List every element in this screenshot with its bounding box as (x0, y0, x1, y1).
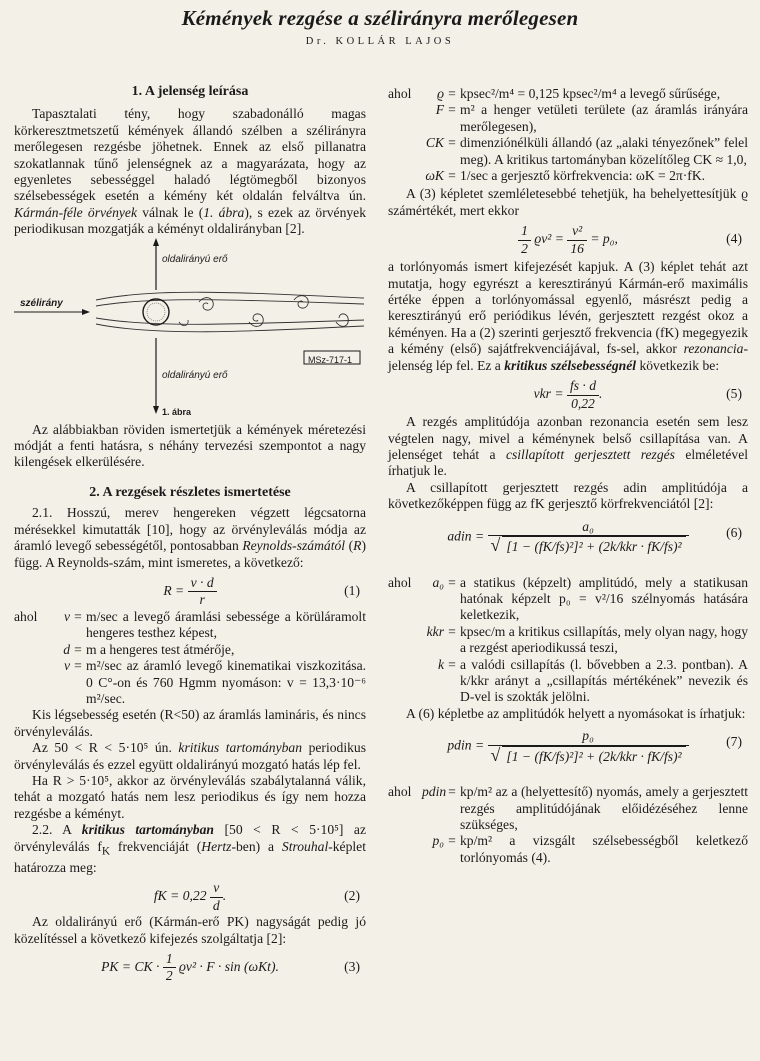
eq-fraction (567, 378, 599, 412)
definition-equals: = (448, 86, 456, 101)
equation-number: (4) (726, 231, 742, 247)
eq-lhs: adin = (447, 528, 485, 544)
definition-row (388, 624, 748, 657)
text: periodikus örvényleválás és ezzel együtt oldalirányú mozgató hatás lép fel. (14, 740, 366, 772)
label-wind-direction: szélirány (20, 297, 63, 309)
definition-row (14, 642, 366, 658)
eq-fraction (518, 223, 531, 257)
figure-stamp: MSz-717-1 (308, 354, 353, 365)
definition-equals: = (74, 608, 82, 624)
eq-numerator: v² (567, 223, 587, 240)
text-italic: kritikus tartományban (178, 740, 303, 756)
eq-numerator: v (210, 880, 223, 897)
eq-denominator: r (199, 592, 205, 608)
definition-row (388, 168, 748, 184)
eq-numerator: 1 (518, 223, 531, 240)
section-2-paragraph-4: Ha R > 5·10⁵, akkor az örvényleválás szabálytalanná válik, tehát a mozgató hatás nem lesz periodikus és így nem hozza rezgésbe a kéményt. (14, 772, 366, 821)
definition-equals: = (74, 641, 82, 657)
eq-radicand: [1 − (fK/fs)²]² + (2k/kkr · fK/fs)² (502, 746, 685, 765)
eq-lhs: vkr = (533, 386, 564, 402)
definition-equals: = (448, 102, 456, 118)
text: [50 < R < 5·10⁵] az örvényleválás f (14, 822, 366, 854)
text: 2.1. Hosszú, merev hengereken végzett légcsatorna mérésekkel kimutatták [10], hogy az örvényleválás módja az áramló levegő sebességétől, pontosabban (14, 505, 366, 554)
text-italic: csillapított gerjesztett rezgés (505, 446, 675, 462)
eq-numerator: v · d (188, 575, 217, 592)
definition-symbol: pdin (422, 784, 447, 800)
definitions-3 (388, 575, 748, 706)
right-paragraph-2 (388, 259, 748, 374)
text: elméletével írhatjuk le. (388, 446, 749, 479)
definitions-4 (388, 784, 748, 866)
eq-fraction (567, 223, 587, 257)
text: -jelenség lép fel. Ez a (388, 341, 748, 373)
text: ) függ. A Reynolds-szám, mint ismeretes, a következő: (14, 538, 366, 570)
text: A rezgés amplitúdója azonban rezonancia esetén sem lesz végtelen nagy, mivel a kéménynek belső csillapítása van. A jelenséget tehát a (388, 414, 748, 462)
text-italic: Hertz (201, 838, 232, 854)
definition-equals: = (448, 784, 456, 800)
eq-rhs: ϱv² · F · sin (ωKt). (179, 958, 279, 974)
definition-text: kp/m² az a (helyettesítő) nyomás, amely a gerjesztett rezgés amplitúdójának előidézéséhez lenne szükséges, (460, 784, 748, 832)
eq-denominator: 2 (521, 240, 528, 256)
eq-fraction (488, 519, 689, 556)
right-paragraph-5: A (6) képletbe az amplitúdók helyett a nyomásokat is írhatjuk: (406, 705, 746, 721)
text: frekvenciáját ( (110, 838, 202, 854)
eq-fraction (210, 880, 223, 914)
definition-equals: = (448, 574, 456, 590)
definition-lead (388, 168, 422, 184)
equation-number: (5) (726, 386, 742, 402)
eq-lhs: fK = 0,22 (153, 888, 207, 904)
section-2-heading: 2. A rezgések részletes ismertetése (89, 484, 291, 500)
definition-row (388, 102, 748, 135)
text: Az 50 < R < 5·10⁵ ún. (32, 740, 179, 756)
definition-symbol: v (63, 608, 70, 624)
text: válnak le ( (137, 204, 204, 220)
definition-row (388, 657, 748, 706)
right-paragraph-3 (388, 414, 748, 480)
equation-number: (3) (344, 958, 360, 974)
eq-fraction (488, 728, 689, 765)
definition-text: a statikus (képzelt) amplitúdó, mely a statikusan hatónak képzelt p₀ = v²/16 szélnyomás hatására keletkezik, (460, 574, 748, 623)
definition-lead (388, 833, 422, 866)
right-column (388, 86, 748, 866)
definition-symbol: ϱ (437, 86, 444, 101)
definition-symbol: a₀ (432, 574, 444, 590)
definition-lead (388, 624, 422, 657)
definition-equals: = (448, 623, 456, 639)
text: -képlet határozza meg: (14, 838, 366, 875)
right-paragraph-4: A csillapított gerjesztett rezgés adin amplitúdója a következőképpen függ az fK gerjesztő körfrekvenciától [2]: (388, 479, 748, 512)
eq-lhs: R (163, 582, 172, 598)
text: ), s ezek az örvények periodikusan mozgatják a kéményt oldalirányban [2]. (14, 204, 367, 237)
equation-5: vkr = $\frac{fs \cdot d}{0,22}$ . (5) (533, 378, 742, 411)
figure-ref: 1. ábra (203, 204, 245, 220)
equation-3 (14, 949, 366, 983)
text: következik be: (636, 357, 720, 373)
text-italic: R (353, 538, 362, 554)
definition-symbol: k (437, 656, 444, 672)
equation-2: fK = 0,22 $\frac{v}{d}$ . (2) (153, 880, 360, 913)
equation-number: (2) (344, 888, 360, 904)
text-italic: Kármán-féle örvények (14, 204, 137, 220)
right-paragraph-1: A (3) képletet szemléletesebbé tehetjük, ha behelyettesítjük ϱ számértékét, mert ekkor (388, 186, 748, 218)
definition-text: dimenziónélküli állandó (az „alaki tényezőnek” felel meg). A kritikus tartományban közelítőleg CK ≈ 1,0, (460, 135, 748, 167)
definition-text: m/sec a levegő áramlási sebessége a körüláramolt hengeres testhez képest, (86, 608, 366, 641)
definition-text: kpsec²/m⁴ = 0,125 kpsec²/m⁴ a levegő sűrűsége, (460, 86, 721, 101)
text: ( (345, 538, 354, 554)
text-italic: Reynolds-számától (242, 538, 346, 554)
definition-equals: = (448, 135, 456, 151)
sqrt-icon: √ (490, 744, 501, 765)
text: -ben) a (231, 838, 282, 854)
eq-numerator: fs · d (567, 378, 599, 395)
section-2-paragraph-1 (14, 505, 366, 571)
definition-equals: = (448, 168, 456, 184)
figure-caption: 1. ábra (162, 406, 192, 417)
definition-symbol: v (63, 658, 70, 674)
eq-mid: ϱv² = (534, 231, 564, 247)
eq-lhs: PK = CK · (101, 958, 160, 974)
equation-number: (6) (726, 524, 742, 540)
text-italic: kritikus szélsebességnél (504, 357, 637, 373)
text: a torlónyomás ismert kifejezését kapjuk. A (3) képlet tehát azt mutatja, hogy egyrészt a keresztirányú Kármán-erő maximális értéke éppen a torlónyomással egyenlő, másrészt pedig a keresztirányú erő periódikus lévén, gerjesztett rezgést okoz a kéményen. Ha a (2) szerinti gerjesztő frekvencia (fK) megegyezik a kémény (első) sajátfrekvenciájával, fs-sel, akkor (388, 259, 748, 357)
text: 2.2. A (32, 822, 82, 838)
definition-row (388, 575, 748, 624)
eq-fraction (163, 951, 176, 985)
text-italic: Strouhal (281, 838, 329, 854)
definition-lead: ahol (14, 608, 38, 624)
definition-symbol: p₀ (432, 833, 444, 849)
definition-symbol: F (435, 102, 444, 118)
definition-lead (388, 657, 422, 706)
definition-symbol: d (63, 641, 70, 657)
equation-7 (388, 724, 748, 782)
definition-text: kpsec/m a kritikus csillapítás, mely olyan nagy, hogy a rezgést aperiodikussá teszi, (460, 623, 748, 656)
equation-6 (388, 515, 748, 573)
definitions-2 (388, 86, 748, 184)
definition-row (388, 784, 748, 833)
section-2-paragraph-5 (14, 822, 366, 876)
section-2-paragraph-3 (14, 740, 366, 773)
eq-radicand: [1 − (fK/fs)²]² + (2k/kkr · fK/fs)² (502, 536, 685, 555)
eq-fraction (188, 575, 217, 609)
definition-text: a valódi csillapítás (l. bővebben a 2.3. pontban). A k/kkr arányt a „csillapítás mértékének” nevezik és D-vel is szokták jelölni. (460, 656, 748, 705)
definition-text: m²/sec az áramló levegő kinematikai viszkozitása. 0 C°-on és 760 Hgmm nyomáson: v = 13,3·10⁻⁶ m²/sec. (86, 658, 366, 706)
sqrt-icon: √ (490, 534, 501, 555)
definition-lead (388, 135, 422, 168)
eq-numerator: a₀ (488, 519, 689, 536)
figure-1 (14, 238, 366, 418)
left-column (14, 56, 366, 985)
definition-lead: ahol (388, 86, 412, 101)
definition-symbol: kkr (426, 623, 444, 639)
section-1-paragraph-1 (14, 106, 366, 237)
definition-lead (14, 642, 48, 658)
definition-equals: = (448, 833, 456, 849)
definition-text: m a hengeres test átmérője, (86, 641, 235, 657)
definition-symbol: ωK (425, 168, 444, 184)
author: Dr. KOLLÁR LAJOS (305, 36, 455, 47)
eq-denominator: 0,22 (571, 395, 595, 411)
label-force-down: oldalirányú erő (162, 369, 228, 381)
definition-text: m² a henger vetületi területe (az áramlás irányára merőlegesen), (460, 102, 748, 134)
definition-equals: = (448, 656, 456, 672)
page-title: Kémények rezgése a szélirányra merőlegesen (181, 6, 579, 30)
definition-row (14, 609, 366, 642)
definition-lead (388, 102, 422, 135)
eq-denominator: d (212, 897, 220, 913)
definitions-1 (14, 609, 366, 707)
definition-row (388, 833, 748, 866)
text-italic: rezonancia (683, 341, 744, 357)
label-force-up: oldalirányú erő (162, 253, 228, 265)
equation-number: (7) (726, 734, 742, 750)
definition-row (388, 86, 748, 102)
section-1-paragraph-2: Az alábbiakban röviden ismertetjük a kémények méretezési módját a fenti hatásra, s néhány tervezési szempontot a nagy kilengések elkerülésére. (14, 421, 366, 470)
section-1-heading: 1. A jelenség leírása (131, 84, 249, 99)
equation-1: R = $\frac{v \cdot d}{r}$ (1) (163, 574, 360, 608)
definition-text: kp/m² a vizsgált szélsebességből keletkező torlónyomás (4). (460, 833, 748, 865)
definition-lead: ahol (388, 784, 412, 800)
equation-4 (388, 221, 748, 257)
eq-denominator (488, 536, 689, 555)
section-2-paragraph-6: Az oldalirányú erő (Kármán-erő PK) nagyságát pedig jó közelítéssel a következő kifejezés szolgáltatja [2]: (14, 914, 366, 946)
section-2-paragraph-2: Kis légsebesség esetén (R<50) az áramlás lamináris, és nincs örvényleválás. (14, 707, 366, 739)
subscript: K (101, 845, 111, 858)
text-italic: kritikus tartományban (81, 822, 214, 838)
equation-number: (1) (344, 582, 360, 598)
definition-lead: ahol (388, 574, 412, 590)
definition-lead (14, 658, 48, 707)
definition-row (388, 135, 748, 168)
eq-denominator: 2 (165, 968, 173, 984)
eq-numerator: 1 (163, 951, 176, 968)
text: Tapasztalati tény, hogy szabadonálló magas körkeresztmetszetű kémények állandó szélben a szélirányra merőlegesen rezgésbe jöhetnek. Ennek az első pillanatra szokatlannak tűnő jelenségnek az a magyarázata, hogy az egyenletes sebességgel haladó légtömegből bizonyos szélsebességek esetén a kémény két oldalán felváltva ún. (14, 106, 366, 204)
eq-denominator (488, 746, 689, 765)
definition-equals: = (74, 658, 82, 674)
eq-lhs: pdin = (447, 737, 485, 753)
eq-numerator: p₀ (488, 728, 689, 745)
eq-denominator: 16 (570, 240, 584, 256)
definition-text: 1/sec a gerjesztő körfrekvencia: ωK = 2π·fK. (460, 168, 706, 184)
eq-rhs: = p₀, (590, 231, 618, 247)
definition-row (14, 658, 366, 707)
definition-symbol: CK (425, 135, 444, 151)
